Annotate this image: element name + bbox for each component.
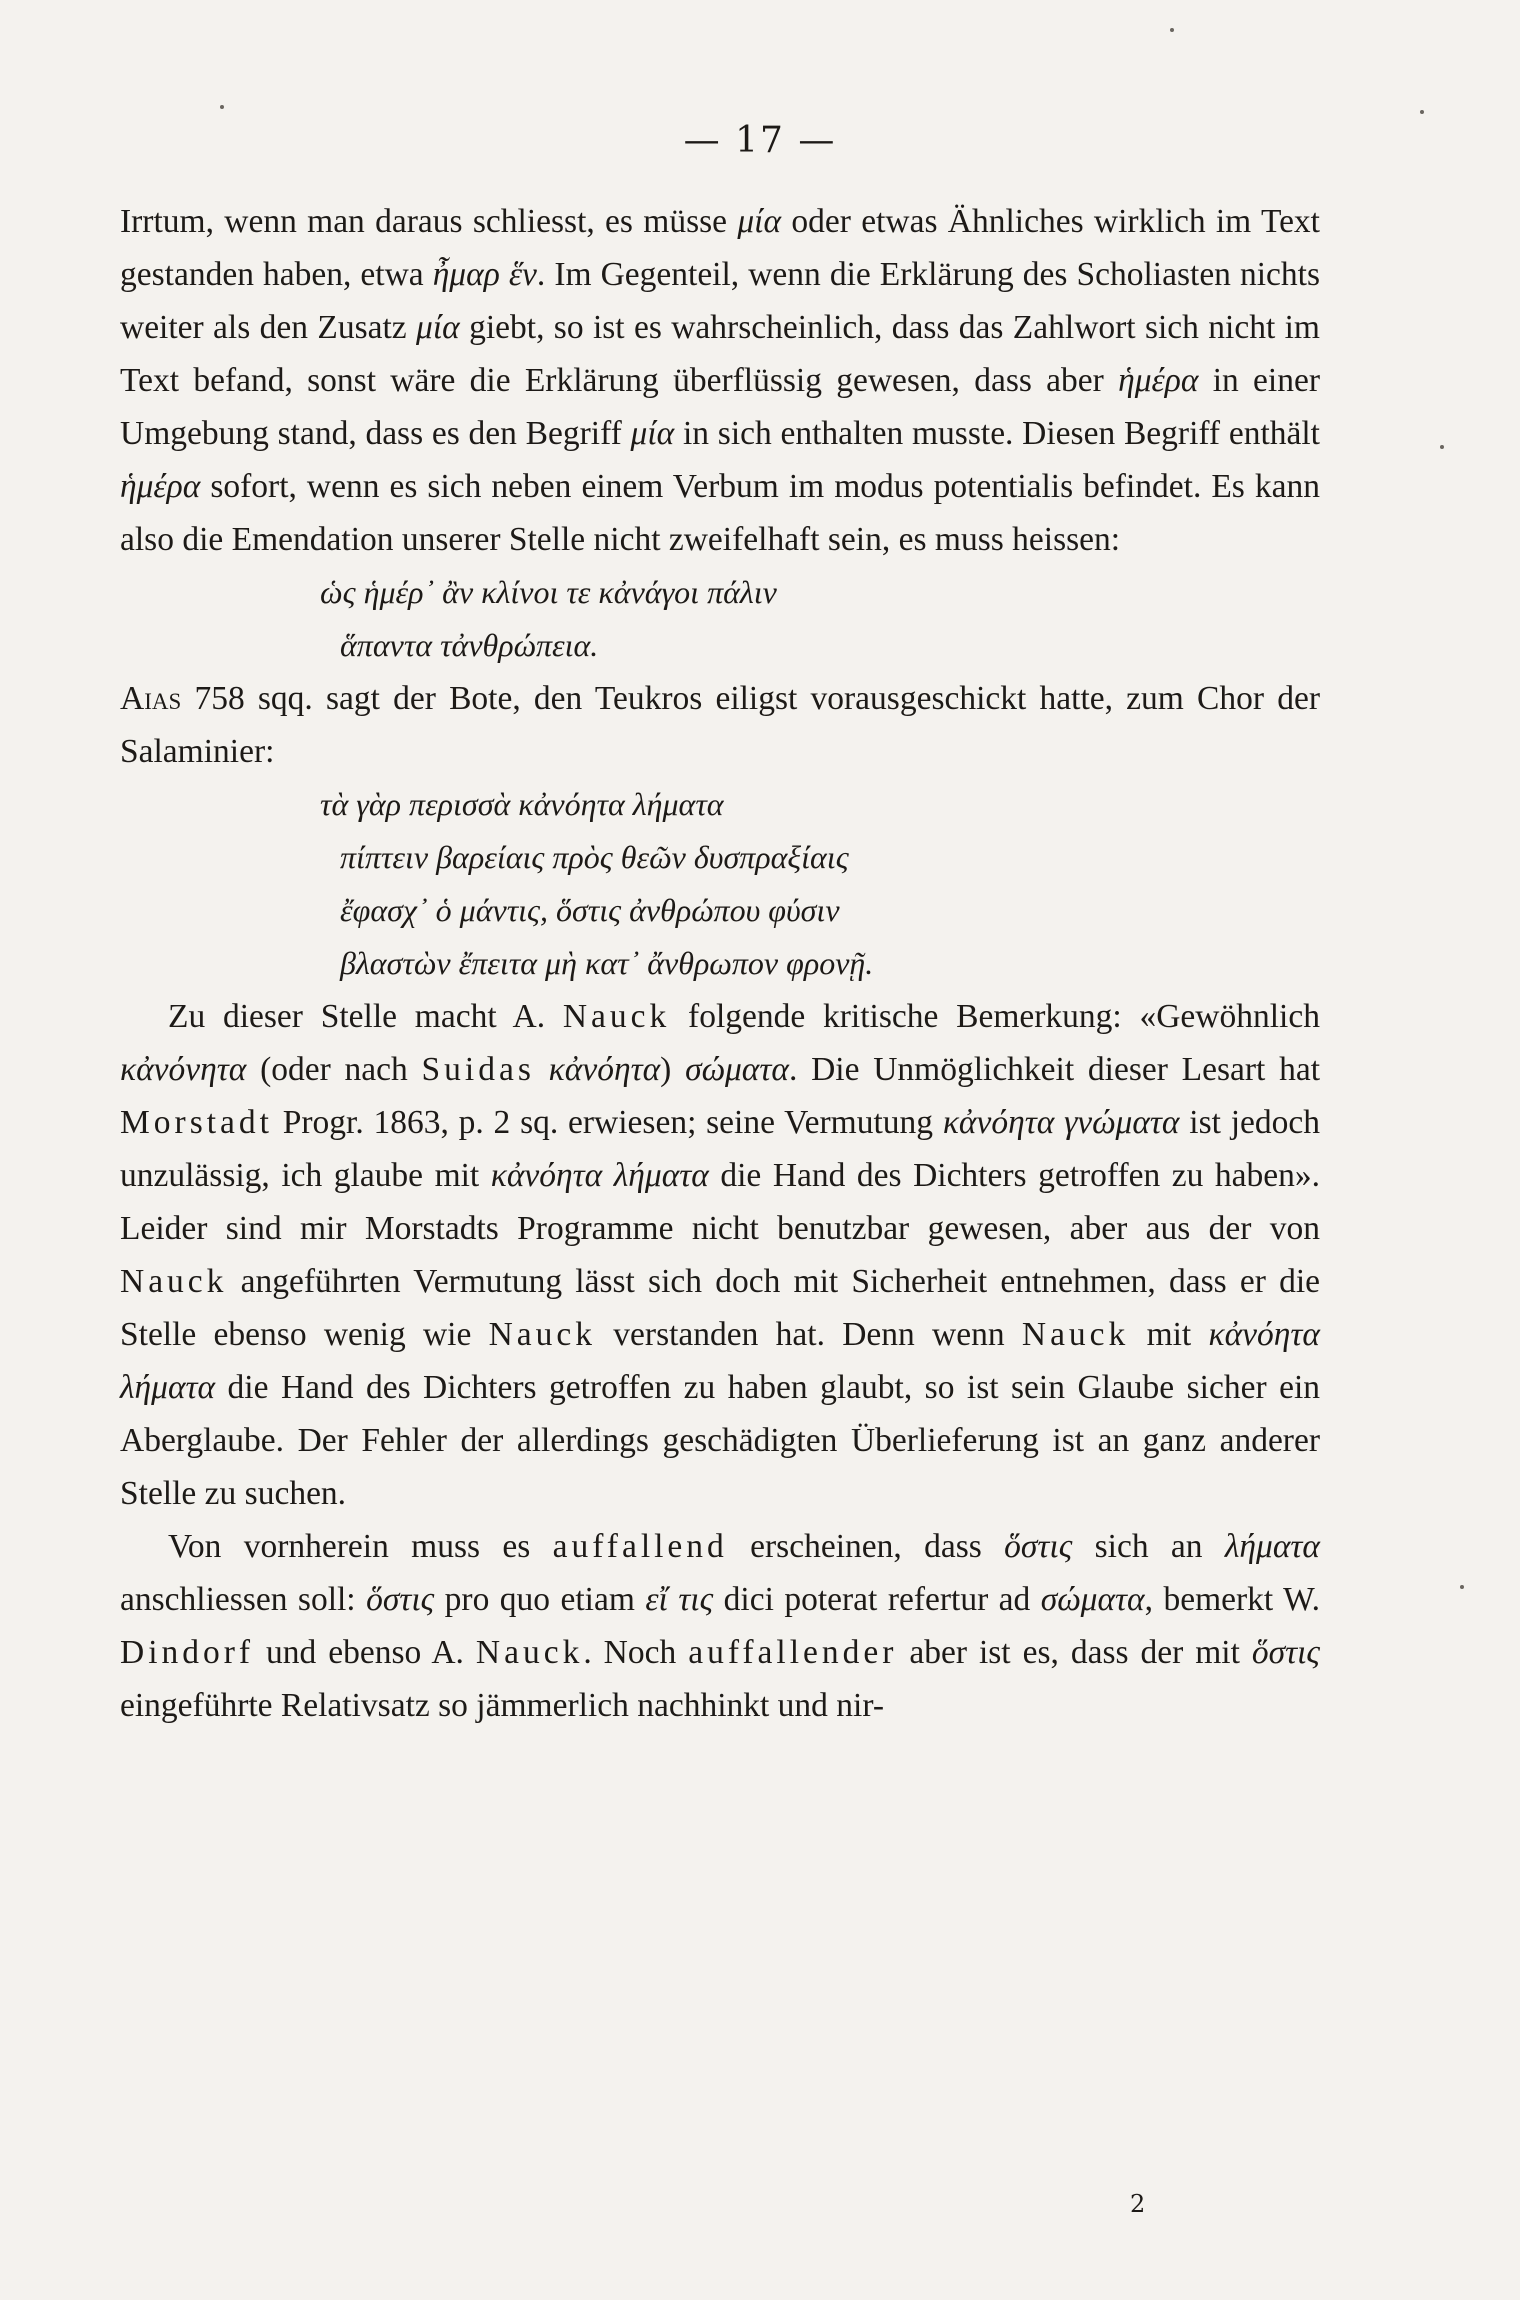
greek-text: μία (416, 309, 460, 346)
signature-mark: 2 (1130, 2190, 1146, 2218)
main-text (120, 195, 1320, 1732)
paper-speck (1420, 110, 1424, 114)
text-segment: und ebenso A. (254, 1634, 476, 1671)
verse-line: ἔφασχ᾽ ὁ μάντις, ὅστις ἀνθρώπου φύσιν (340, 892, 840, 928)
author-name: Nauck (488, 1316, 597, 1353)
author-name: Nauck (120, 1263, 228, 1300)
text-segment: folgende kritische Bemerkung: «Gewöhnlich (670, 998, 1320, 1035)
greek-text: κἀνόητα λήματα (490, 1157, 709, 1194)
greek-text: κἀνόητα (548, 1051, 661, 1088)
text-segment: dici poterat refertur ad (713, 1581, 1041, 1618)
text-segment: giebt, so ist es wahrscheinlich, dass das Zahlwort sich nicht im Text befand, sonst wäre die Erklärung überflüssig gewesen, dass aber (120, 309, 1320, 399)
greek-text: ὅστις (366, 1581, 435, 1618)
text-segment: erscheinen, dass (727, 1528, 1005, 1565)
paragraph (120, 990, 1320, 1520)
text-segment: Von vornherein muss es (168, 1528, 553, 1565)
author-name: Morstadt (120, 1104, 273, 1141)
text-segment: angeführten Vermutung lässt sich doch mit Sicherheit entnehmen, dass er die Stelle ebenso wenig wie (120, 1263, 1320, 1353)
text-segment: ) (660, 1051, 686, 1088)
text-segment: Irrtum, wenn man daraus schliesst, es müsse (120, 203, 738, 240)
page-number: — 17 — (683, 120, 837, 161)
text-segment: eingeführte Relativsatz so jämmerlich nachhinkt und nir- (120, 1687, 885, 1724)
paper-speck (1170, 28, 1174, 32)
text-segment: pro quo etiam (434, 1581, 646, 1618)
author-name: Suidas (421, 1051, 535, 1088)
paragraph (120, 1520, 1320, 1732)
paper-speck (1440, 445, 1444, 449)
greek-text: κἀνόητα γνώματα (942, 1104, 1180, 1141)
text-segment: 758 sqq. sagt der Bote, den Teukros eiligst vorausgeschickt hatte, zum Chor der Salaminier: (120, 680, 1320, 770)
verse-line: βλαστὼν ἔπειτα μὴ κατ᾽ ἄνθρωπον φρονῇ. (340, 945, 874, 981)
text-segment: anschliessen soll: (120, 1581, 367, 1618)
text-segment: oder etwas Ähnliches wirklich im Text gestanden haben, etwa (120, 203, 1320, 293)
author-name: auffallend (552, 1528, 728, 1565)
text-segment (535, 1051, 549, 1088)
greek-text: εἴ τις (645, 1581, 714, 1618)
greek-text: μία (737, 203, 782, 240)
text-segment: (oder nach (246, 1051, 422, 1088)
greek-text: ἡμέρα (1118, 362, 1199, 399)
author-name: Nauck (562, 998, 671, 1035)
greek-text: ἡμέρα (120, 468, 201, 505)
text-segment: . Im Gegenteil, wenn die Erklärung des Scholiasten nichts weiter als den Zusatz (120, 256, 1320, 346)
paragraph (120, 195, 1320, 566)
verse-line: ἅπαντα τἀνθρώπεια. (340, 627, 599, 663)
greek-text: ἦμαρ ἕν (432, 256, 537, 293)
verse-line: ὡς ἡμέρ᾽ ἂν κλίνοι τε κἀνάγοι πάλιν (320, 574, 777, 610)
greek-text: ὅστις (1251, 1634, 1321, 1671)
greek-text: κἀνόητα λήματα (120, 1316, 1320, 1406)
text-segment: Aias (120, 680, 182, 717)
author-name: Nauck (475, 1634, 584, 1671)
text-segment: in einer Umgebung stand, dass es den Begriff (120, 362, 1320, 452)
text-segment: sofort, wenn es sich neben einem Verbum im modus potentialis befindet. Es kann also die Emendation unserer Stelle nicht zweifelhaft sein, es muss heissen: (120, 468, 1320, 558)
author-name: auffallender (688, 1634, 898, 1671)
text-segment: . Noch (583, 1634, 689, 1671)
text-segment: in sich enthalten musste. Diesen Begriff enthält (674, 415, 1320, 452)
greek-text: σώματα (1040, 1581, 1145, 1618)
text-segment: sich an (1072, 1528, 1225, 1565)
verse-line: τὰ γὰρ περισσὰ κἀνόητα λήματα (320, 786, 724, 822)
verse-line: πίπτειν βαρείαις πρὸς θεῶν δυσπραξίαις (340, 839, 849, 875)
greek-text: μία (630, 415, 675, 452)
text-segment: verstanden hat. Denn wenn (596, 1316, 1022, 1353)
paper-speck (220, 105, 224, 109)
greek-text: σώματα (685, 1051, 789, 1088)
greek-text: ὅστις (1004, 1528, 1073, 1565)
paragraph (120, 672, 1320, 778)
text-segment: die Hand des Dichters getroffen zu haben». Leider sind mir Morstadts Programme nicht benutzbar gewesen, aber aus der von (120, 1157, 1320, 1247)
text-segment: . Die Unmöglichkeit dieser Lesart hat (788, 1051, 1321, 1088)
greek-text: κἀνόνητα (120, 1051, 247, 1088)
text-segment: aber ist es, dass der mit (897, 1634, 1252, 1671)
author-name: Dindorf (120, 1634, 255, 1671)
text-segment: , bemerkt W. (1144, 1581, 1320, 1618)
text-segment: Progr. 1863, p. 2 sq. erwiesen; seine Vermutung (272, 1104, 943, 1141)
text-segment: die Hand des Dichters getroffen zu haben glaubt, so ist sein Glaube sicher ein Aberglaube. Der Fehler der allerdings geschädigten Überlieferung ist an ganz anderer Stelle zu suchen. (120, 1369, 1320, 1512)
text-segment: mit (1129, 1316, 1209, 1353)
author-name: Nauck (1021, 1316, 1130, 1353)
text-segment: Zu dieser Stelle macht A. (168, 998, 563, 1035)
paper-speck (1460, 1585, 1464, 1589)
text-segment: ist jedoch unzulässig, ich glaube mit (120, 1104, 1320, 1194)
greek-text: λήματα (1224, 1528, 1320, 1565)
